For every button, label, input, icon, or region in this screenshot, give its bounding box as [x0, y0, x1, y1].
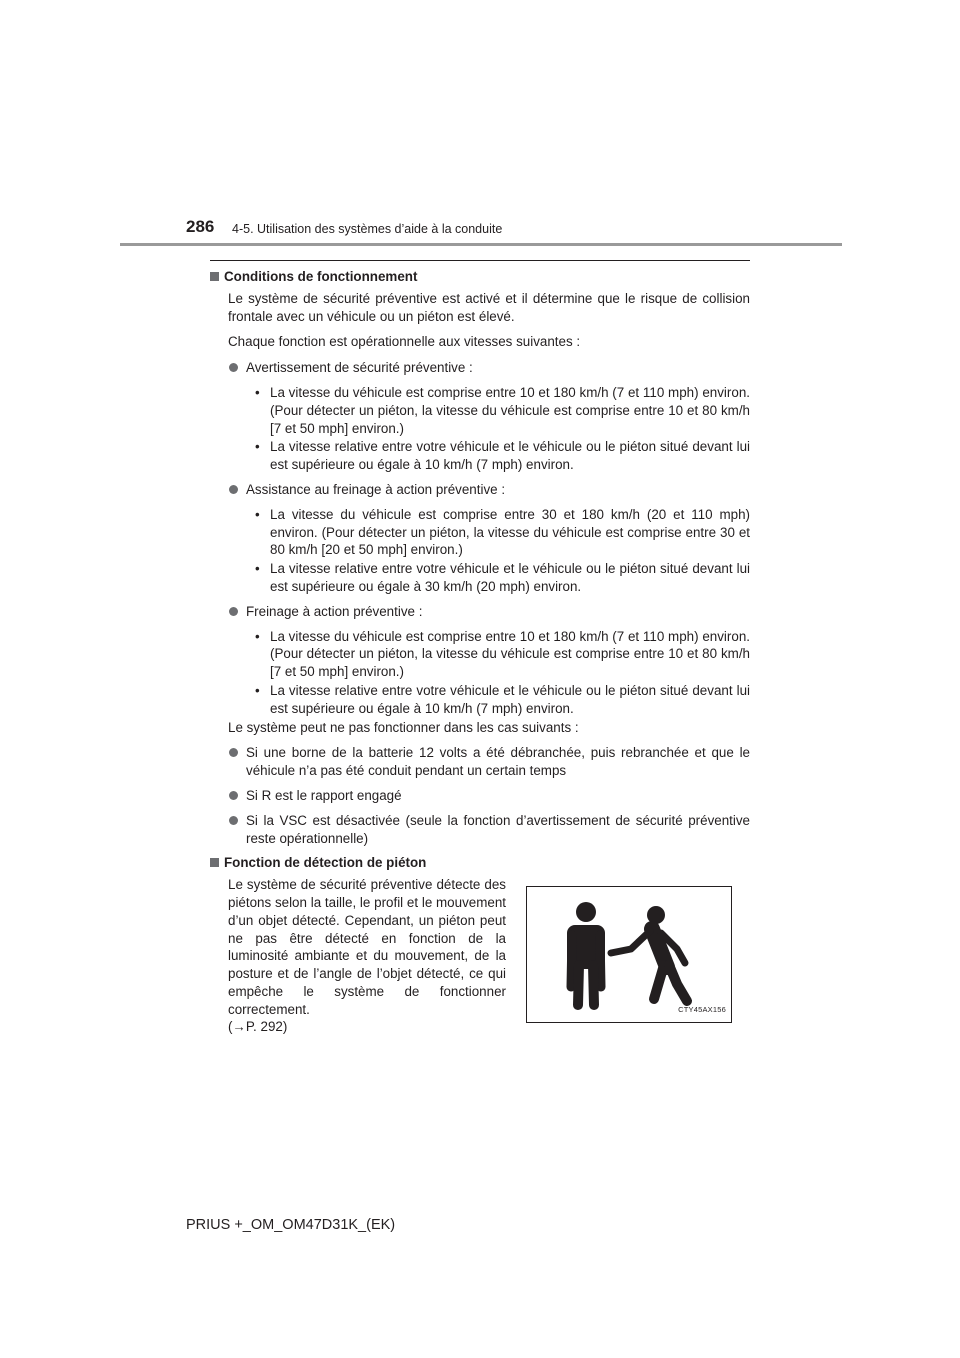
circle-bullet-icon: [229, 363, 238, 372]
section-title: 4-5. Utilisation des systèmes d’aide à la conduite: [232, 222, 503, 236]
list-item: • La vitesse du véhicule est comprise entre 30 et 180 km/h (20 et 110 mph) environ. (Pour détecter un piéton, la vitesse du véhicule est comprise entre 30 et 80 km/h [20 et 50 mph] environ.): [255, 506, 750, 558]
function-conditions-list: [210, 506, 750, 596]
square-bullet-icon: [210, 858, 219, 867]
figure-code: CTY45AX156: [678, 1005, 726, 1015]
walking-person-icon: [611, 906, 687, 1001]
list-item: • La vitesse relative entre votre véhicule et le véhicule ou le piéton situé devant lui est supérieure ou égale à 30 km/h (20 mph) environ.: [255, 561, 750, 594]
list-item: • La vitesse du véhicule est comprise entre 10 et 180 km/h (7 et 110 mph) environ. (Pour détecter un piéton, la vitesse du véhicule est comprise entre 10 et 80 km/h [7 et 50 mph] environ.): [255, 628, 750, 680]
function-label: Freinage à action préventive :: [246, 603, 750, 621]
content-divider: [210, 260, 750, 261]
page-content: [210, 268, 750, 1046]
circle-bullet-icon: [229, 816, 238, 825]
function-label: Assistance au freinage à action préventive :: [246, 481, 750, 499]
conditions-intro: Le système de sécurité préventive est activé et il détermine que le risque de collision frontale avec un véhicule ou un piéton est élevé.: [228, 290, 750, 324]
standing-person-icon: [567, 902, 605, 1005]
page-number: 286: [186, 217, 215, 236]
function-label: Avertissement de sécurité préventive :: [246, 359, 750, 377]
page-header: [0, 0, 960, 250]
page-reference: (→P. 292): [228, 1019, 288, 1035]
list-item: Si la VSC est désactivée (seule la fonction d’avertissement de sécurité préventive reste opérationnelle): [246, 812, 750, 848]
list-item: • La vitesse relative entre votre véhicule et le véhicule ou le piéton situé devant lui est supérieure ou égale à 10 km/h (7 mph) environ.: [255, 439, 750, 473]
speeds-intro: Chaque fonction est opérationnelle aux vitesses suivantes :: [228, 334, 581, 350]
function-conditions-list: [210, 628, 750, 718]
function-conditions-list: [210, 384, 750, 474]
section-heading-pedestrian: Fonction de détection de piéton: [210, 854, 750, 872]
circle-bullet-icon: [229, 748, 238, 757]
document-id: PRIUS +_OM_OM47D31K_(EK): [186, 1217, 396, 1233]
circle-bullet-icon: [229, 607, 238, 616]
pedestrian-section: [210, 876, 750, 1046]
square-bullet-icon: [210, 272, 219, 281]
header-divider: [120, 243, 842, 246]
list-item: • La vitesse relative entre votre véhicule et le véhicule ou le piéton situé devant lui est supérieure ou égale à 10 km/h (7 mph) environ.: [255, 682, 750, 716]
circle-bullet-icon: [229, 791, 238, 800]
list-item: • La vitesse du véhicule est comprise entre 10 et 180 km/h (7 et 110 mph) environ. (Pour détecter un piéton, la vitesse du véhicule est comprise entre 10 et 80 km/h [7 et 50 mph] environ.): [255, 384, 750, 436]
list-item: Si une borne de la batterie 12 volts a été débranchée, puis rebranchée et que le véhicule n’a pas été conduit pendant un certain temps: [246, 744, 750, 780]
section-heading-conditions: Conditions de fonctionnement: [210, 268, 750, 286]
pedestrian-description: Le système de sécurité préventive détecte des piétons selon la taille, le profil et le mouvement d’un objet détecté. Cependant, un piéton peut ne pas être détecté en fonction de la luminosité ambiante et du mouvement, de la posture et de l’angle de l’objet détecté, ce qui empêche le système de fonctionner correctement. (→P. 292): [228, 877, 506, 1035]
not-operate-intro: Le système peut ne pas fonctionner dans les cas suivants :: [228, 719, 579, 735]
circle-bullet-icon: [229, 485, 238, 494]
pedestrian-figure: [526, 886, 732, 1023]
list-item: Si R est le rapport engagé: [246, 787, 750, 805]
